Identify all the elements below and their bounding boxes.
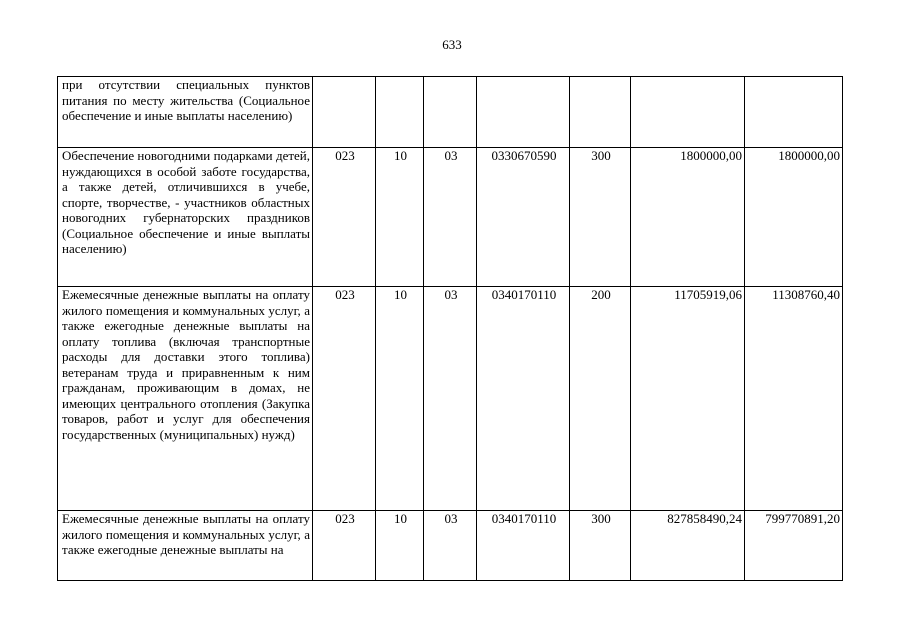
subsection-code <box>424 77 477 148</box>
ministry-code: 023 <box>313 287 376 511</box>
table-row <box>58 77 843 148</box>
row-description: Обеспечение новогодними подарками детей, нуждающихся в особой заботе государства, а также детей, отличившихся в учебе, спорте, творчестве, - участников областных новогодних губернаторских праздников (Социальное обеспечение и иные выплаты населению) <box>58 148 313 287</box>
row-description: Ежемесячные денежные выплаты на оплату жилого помещения и коммунальных услуг, а также ежегодные денежные выплаты на <box>58 511 313 581</box>
section-code <box>376 77 424 148</box>
expense-kind-code <box>570 77 631 148</box>
subsection-code: 03 <box>424 287 477 511</box>
amount-year-2 <box>745 77 843 148</box>
ministry-code <box>313 77 376 148</box>
table-row <box>58 511 843 581</box>
row-description: при отсутствии специальных пунктов питания по месту жительства (Социальное обеспечение и иные выплаты населению) <box>58 77 313 148</box>
section-code: 10 <box>376 287 424 511</box>
amount-year-2: 11308760,40 <box>745 287 843 511</box>
amount-year-2: 1800000,00 <box>745 148 843 287</box>
page-number: 633 <box>442 37 462 52</box>
subsection-code: 03 <box>424 511 477 581</box>
table-row <box>58 148 843 287</box>
amount-year-1: 1800000,00 <box>631 148 745 287</box>
subsection-code: 03 <box>424 148 477 287</box>
ministry-code: 023 <box>313 148 376 287</box>
amount-year-2: 799770891,20 <box>745 511 843 581</box>
amount-year-1 <box>631 77 745 148</box>
expense-kind-code: 300 <box>570 511 631 581</box>
budget-table <box>57 76 843 581</box>
target-article-code <box>477 77 570 148</box>
target-article-code: 0340170110 <box>477 511 570 581</box>
amount-year-1: 11705919,06 <box>631 287 745 511</box>
table-row <box>58 287 843 511</box>
section-code: 10 <box>376 148 424 287</box>
ministry-code: 023 <box>313 511 376 581</box>
amount-year-1: 827858490,24 <box>631 511 745 581</box>
expense-kind-code: 200 <box>570 287 631 511</box>
target-article-code: 0330670590 <box>477 148 570 287</box>
target-article-code: 0340170110 <box>477 287 570 511</box>
row-description: Ежемесячные денежные выплаты на оплату жилого помещения и коммунальных услуг, а также ежегодные денежные выплаты на оплату топлива (включая транспортные расходы для доставки этого топлива) ветеранам труда и приравненным к ним гражданам, проживающим в домах, не имеющих центрального отопления (Закупка товаров, работ и услуг для обеспечения государственных (муниципальных) нужд) <box>58 287 313 511</box>
expense-kind-code: 300 <box>570 148 631 287</box>
section-code: 10 <box>376 511 424 581</box>
